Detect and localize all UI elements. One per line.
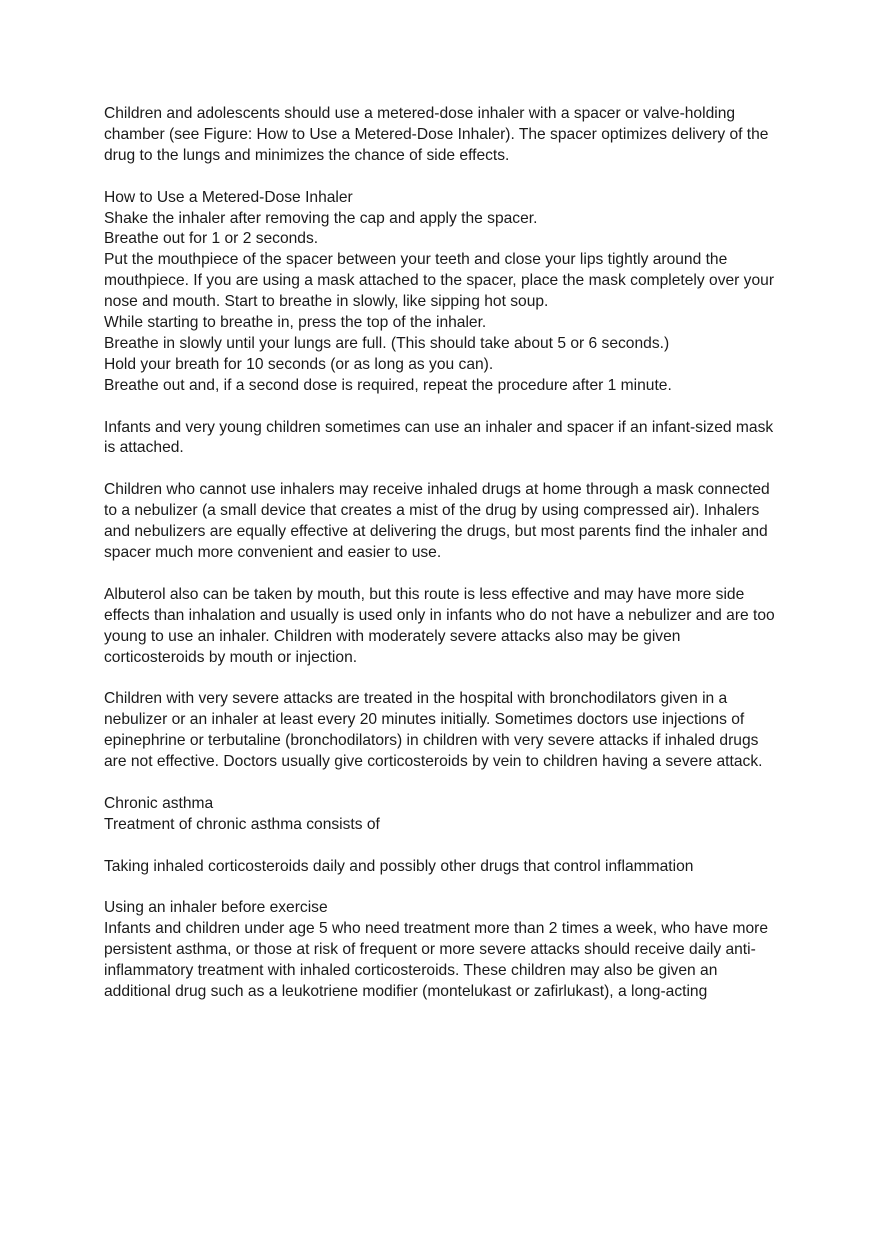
treatment-item-exercise-inhaler: Using an inhaler before exercise [104, 899, 328, 917]
paragraph-under-age-5: Infants and children under age 5 who need treatment more than 2 times a week, who have more persistent asthma, or those at risk of frequent or more severe attacks should receive daily anti-inflammatory treatment with inhaled corticosteroids. These children may also be given an additional drug such as a leukotriene modifier (montelukast or zafirlukast), a long-acting [104, 920, 768, 1000]
document-body [104, 104, 784, 1024]
inhaler-step: Breathe in slowly until your lungs are full. (This should take about 5 or 6 seconds.) [104, 334, 670, 352]
inhaler-steps-heading: How to Use a Metered-Dose Inhaler [104, 188, 353, 206]
inhaler-step: While starting to breathe in, press the top of the inhaler. [104, 314, 487, 332]
paragraph-spacer-intro: Children and adolescents should use a metered-dose inhaler with a spacer or valve-holding chamber (see Figure: How to Use a Metered-Dose Inhaler). The spacer optimizes delivery of the drug to the lungs and minimizes the chance of side effects. [104, 105, 769, 164]
exercise-section [104, 898, 784, 1003]
paragraph-nebulizer: Children who cannot use inhalers may receive inhaled drugs at home through a mask connected to a nebulizer (a small device that creates a mist of the drug by using compressed air). Inhalers and nebulizers are equally effective at delivering the drugs, but most parents find the inhaler and spacer much more convenient and easier to use. [104, 481, 770, 561]
inhaler-step: Breathe out and, if a second dose is required, repeat the procedure after 1 minute. [104, 376, 672, 394]
inhaler-step: Hold your breath for 10 seconds (or as long as you can). [104, 355, 494, 373]
paragraph-albuterol: Albuterol also can be taken by mouth, but this route is less effective and may have more side effects than inhalation and usually is used only in infants who do not have a nebulizer and are too young to use an inhaler. Children with moderately severe attacks also may be given corticosteroids by mouth or injection. [104, 585, 775, 666]
inhaler-steps-section [104, 188, 784, 397]
chronic-asthma-section [104, 794, 784, 836]
chronic-asthma-intro: Treatment of chronic asthma consists of [104, 815, 380, 833]
inhaler-step: Shake the inhaler after removing the cap and apply the spacer. [104, 209, 538, 227]
paragraph-infants: Infants and very young children sometimes can use an inhaler and spacer if an infant-sized mask is attached. [104, 418, 774, 457]
inhaler-step: Breathe out for 1 or 2 seconds. [104, 230, 319, 248]
paragraph-severe-attacks: Children with very severe attacks are treated in the hospital with bronchodilators given in a nebulizer or an inhaler at least every 20 minutes initially. Sometimes doctors use injections of epinephrine or terbutaline (bronchodilators) in children with very severe attacks if inhaled drugs are not effective. Doctors usually give corticosteroids by vein to children having a severe attack. [104, 690, 763, 771]
inhaler-step: Put the mouthpiece of the spacer between your teeth and close your lips tightly around the mouthpiece. If you are using a mask attached to the spacer, place the mask completely over your nose and mouth. Start to breathe in slowly, like sipping hot soup. [104, 251, 775, 311]
treatment-item-inhaled-corticosteroids: Taking inhaled corticosteroids daily and possibly other drugs that control inflammation [104, 857, 694, 875]
chronic-asthma-heading: Chronic asthma [104, 794, 214, 812]
